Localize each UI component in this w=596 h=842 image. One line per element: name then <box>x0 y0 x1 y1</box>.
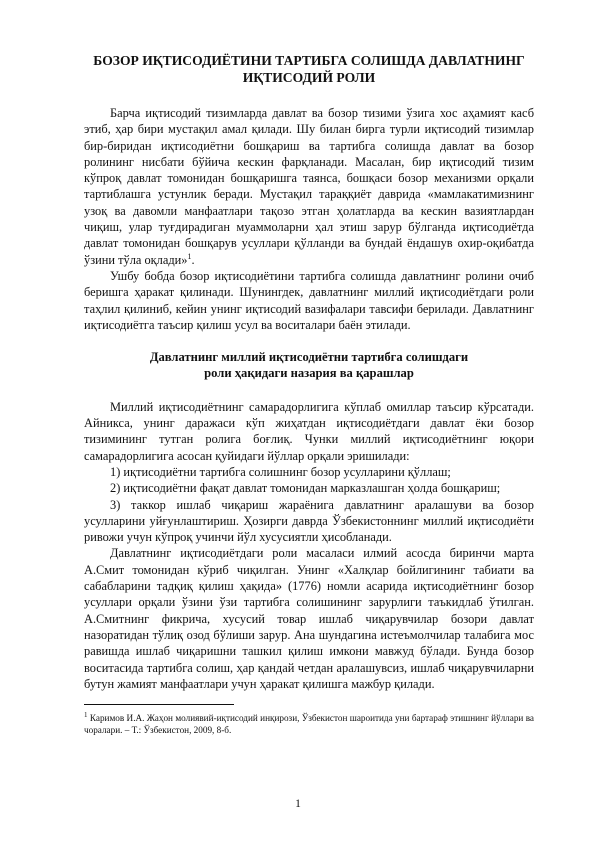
footnote-reference[interactable]: 1 <box>187 251 192 261</box>
page-title <box>84 52 534 86</box>
section-heading-line-2: роли ҳақидаги назария ва қарашлар <box>204 366 414 381</box>
title-line-1: БОЗОР ИҚТИСОДИЁТИНИ ТАРТИБГА СОЛИШДА ДАВЛАТНИНГ <box>93 53 525 68</box>
list-item: 1) иқтисодиётни тартибга солишнинг бозор усулларини қўллаш; <box>110 464 451 479</box>
footnote <box>84 709 534 736</box>
intro-paragraph-1-end: . <box>191 252 195 267</box>
section-heading-line-1: Давлатнинг миллий иқтисодиётни тартибга солишдаги <box>149 350 469 365</box>
footnote-divider <box>84 704 234 705</box>
section-paragraph-1: Миллий иқтисодиётнинг самарадорлигига кўплаб омиллар таъсир кўрсатади. Айникса, унинг даражаси кўп жиҳатдан иқтисодиётдаги давлат ёки бозор тизимининг тутган ролига боғлиқ. Чунки миллий иқтисодиётнинг юқори самарадорлигига асосан қуйидаги йўллар орқали эришилади: <box>84 399 534 463</box>
section-heading <box>84 349 534 382</box>
footnote-text: Каримов И.А. Жаҳон молиявий-иқтисодий инқирози, Ўзбекистон шароитида уни бартараф этишнинг йўллари ва чоралари. – Т.: Ўзбекистон, 2009, 8-б. <box>84 713 534 736</box>
list-item: 2) иқтисодиётни фақат давлат томонидан марказлашган ҳолда бошқариш; <box>110 481 501 496</box>
section-paragraph-2: Давлатнинг иқтисодиётдаги роли масаласи илмий асосда биринчи марта А.Смит томонидан кўриб чиқилган. Унинг «Халқлар бойлигининг табиати ва сабабларини тадқиқ қилиш ҳақида» (1776) номли асарида иқтисодиётнинг бозор усуллари орқали ўзини ўзи тартибга солишининг зарурлиги таъкидлаб ўтилган. А.Смитнинг фикрича, хусусий товар ишлаб чиқарувчилар бозори давлат назоратидан тўлиқ озод бўлиши зарур. Ана шундагина истеъмолчилар талабига мос равишда ишлаб чиқаришни ташкил қилиш имкони мавжуд бўлади. Бунда бозор воситасида тартибга солиш, ҳар қандай четдан аралашувсиз, ишлаб чиқарувчиларни бутун жамият манфаатлари учун ҳаракат қилишга мажбур қилади. <box>84 546 534 691</box>
title-line-2: ИҚТИСОДИЙ РОЛИ <box>242 70 376 85</box>
intro-paragraph-1-text: Барча иқтисодий тизимларда давлат ва бозор тизими ўзига хос аҳамият касб этиб, ҳар бири мустақил амал қилади. Шу билан бирга турли иқтисодий тизимлар бир-биридан иқтисодиётни бошқариш ва тартибга солишда давлат ва бозор ролининг нисбати бўйича кескин фарқланади. Масалан, бир иқтисодий тизим кўпроқ давлат томонидан бошқаришга таянса, бошқаси бозор механизми орқали тартиблашга устунлик беради. Мустақил тараққиёт даврида «мамлакатимизнинг узоқ ва давомли манфаатлари тақозо этган ҳолатларда ва кескин вазиятлардан чиқиш, улар туғдирадиган муаммоларни ҳал этиш зарур бўлганда иқтисодиётда давлат томонидан бошқарув усуллари қўлланди ва бундай ёндашув охир-оқибатда ўзини тўла оқлади» <box>84 106 534 267</box>
page-number: 1 <box>295 798 301 810</box>
footnote-mark: 1 <box>84 711 88 720</box>
intro-paragraph-1 <box>84 105 534 268</box>
list-item: 3) таккор ишлаб чиқариш жараёнига давлатнинг аралашуви ва бозор усулларини уйғунлаштириш. Ҳозирги даврда Ўзбекистоннинг миллий иқтисодиёти ривожи учун кўпроқ учинчи йўл хусусиятли ҳисобланади. <box>84 497 534 545</box>
intro-paragraph-2: Ушбу бобда бозор иқтисодиётини тартибга солишда давлатнинг ролини очиб беришга ҳаракат қилинади. Шунингдек, давлатнинг миллий иқтисодиётдаги роли таҳлил қилиниб, кейин унинг иқтисодий вазифалари тавсифи берилади. Давлатнинг иқтисодиётга таъсир қилиш усул ва воситалари баён этилади. <box>84 268 534 332</box>
